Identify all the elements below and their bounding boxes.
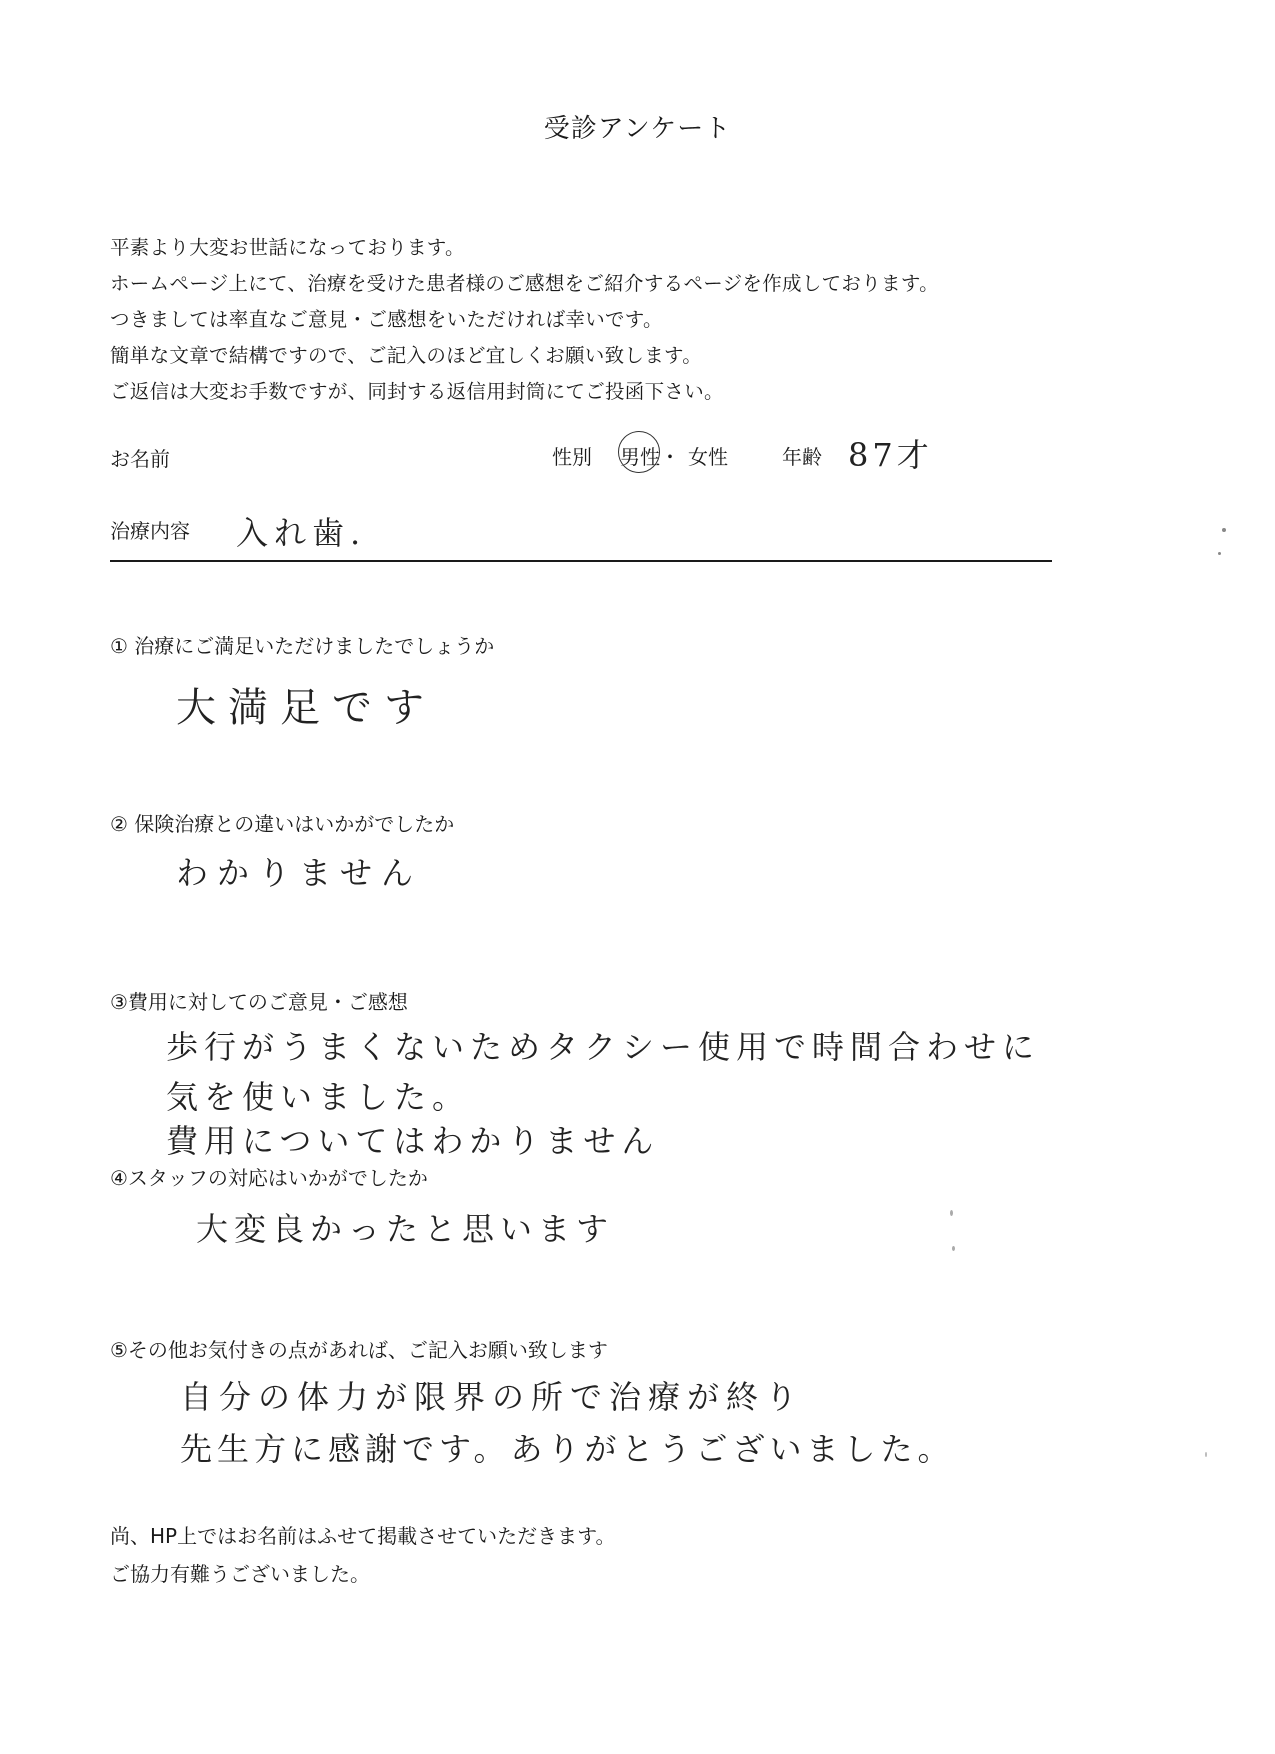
treatment-label: 治療内容	[110, 519, 190, 543]
gender-separator: ・	[660, 445, 680, 469]
answer-text: 歩行がうまくないためタクシー使用で時間合わせに	[166, 1028, 1041, 1066]
scan-speck	[950, 1210, 953, 1216]
age-label: 年齢	[782, 445, 822, 469]
answer-text: 大変良かったと思います	[196, 1210, 615, 1248]
answer-text: わかりません	[176, 854, 423, 892]
name-label: お名前	[110, 447, 170, 471]
gender-male-option: 男性	[620, 445, 660, 469]
gender-female-option: 女性	[688, 445, 728, 469]
gender-label: 性別	[552, 445, 592, 469]
intro-line: 簡単な文章で結構ですので、ご記入のほど宜しくお願い致します。	[110, 344, 703, 367]
scan-speck	[952, 1246, 955, 1251]
answer-text: 気を使いました。	[166, 1078, 471, 1116]
scan-speck	[1205, 1452, 1207, 1457]
question-label: ④スタッフの対応はいかがでしたか	[110, 1166, 428, 1190]
divider-line	[110, 560, 1052, 562]
intro-line: つきましては率直なご意見・ご感想をいただければ幸いです。	[110, 308, 663, 331]
footer-line: 尚、HP上ではお名前はふせて掲載させていただきます。	[110, 1524, 616, 1548]
treatment-value: 入れ歯.	[236, 514, 367, 552]
answer-text: 費用についてはわかりません	[166, 1122, 660, 1160]
intro-line: ご返信は大変お手数ですが、同封する返信用封筒にてご投函下さい。	[110, 380, 724, 403]
answer-text: 大満足です	[176, 685, 436, 731]
scan-speck	[1222, 528, 1226, 532]
question-label: ① 治療にご満足いただけましたでしょうか	[110, 634, 495, 658]
age-value: 87才	[848, 436, 933, 474]
question-label: ⑤その他お気付きの点があれば、ご記入お願い致します	[110, 1338, 608, 1362]
answer-text: 自分の体力が限界の所で治療が終り	[180, 1378, 805, 1416]
intro-line: 平素より大変お世話になっております。	[110, 236, 465, 259]
page-title: 受診アンケート	[543, 114, 732, 144]
intro-line: ホームページ上にて、治療を受けた患者様のご感想をご紹介するページを作成しております。	[110, 272, 939, 295]
scan-speck	[1218, 552, 1221, 555]
answer-text: 先生方に感謝です。ありがとうございました。	[180, 1430, 955, 1468]
footer-line: ご協力有難うございました。	[110, 1562, 370, 1586]
question-label: ③費用に対してのご意見・ご感想	[110, 990, 408, 1014]
question-label: ② 保険治療との違いはいかがでしたか	[110, 812, 455, 836]
